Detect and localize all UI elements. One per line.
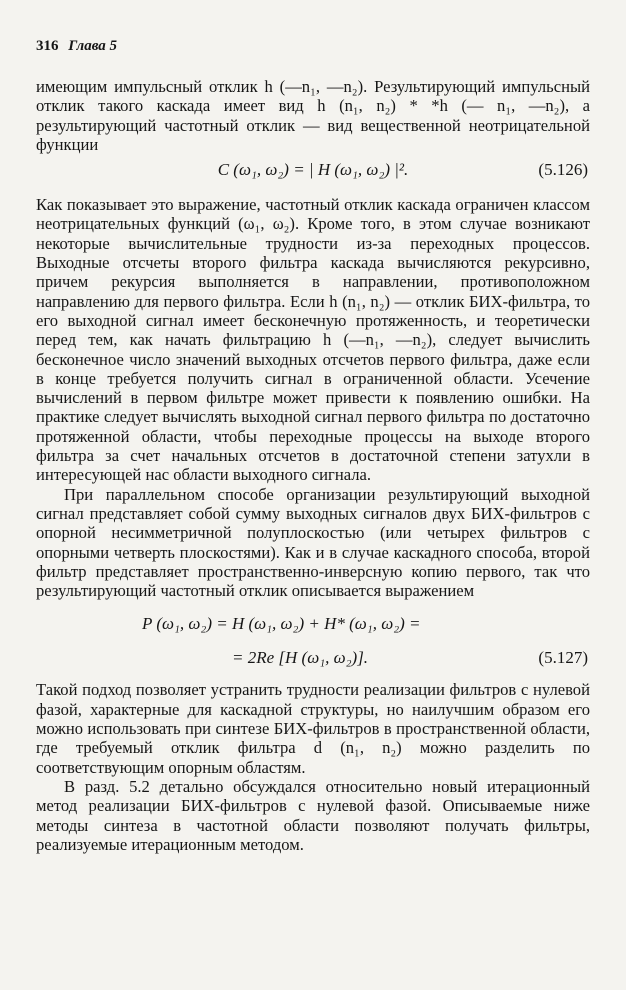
equation-5-127-number: (5.127) — [538, 648, 588, 668]
equation-5-127 — [36, 610, 590, 674]
paragraph-3: При параллельном способе организации результирующий выходной сигнал представляет собой сумму выходных сигналов двух БИХ-фильтров с опорной несимметричной полуплоскостью (или четырех фильтров с опорными четверть плоскостями). Как и в случае каскадного способа, второй фильтр представляет пространственно-инверсную копию первого, так что результирующий частотный отклик описывается выражением — [36, 484, 590, 601]
paragraph-4: Такой подход позволяет устранить трудности реализации фильтров с нулевой фазой, характерные для каскадной структуры, но наилучшим образом его можно использовать при синтезе БИХ-фильтров в пространственной области, где требуемый отклик фильтра d (n₁, n₂) можно разделить по соответствующим опорным областям. — [36, 680, 590, 777]
equation-5-126 — [36, 154, 590, 185]
page-number: 316 — [36, 38, 59, 54]
paragraph-5: В разд. 5.2 детально обсуждался относительно новый итерационный метод реализации БИХ-фильтров с нулевой фазой. Описываемые ниже методы синтеза в частотной области позволяют получать фильтры, реализуемые итерационным методом. — [36, 776, 590, 854]
running-header — [36, 38, 590, 55]
equation-5-126-expression: C (ω₁, ω₂) = | H (ω₁, ω₂) |². — [217, 160, 409, 180]
equation-5-126-number: (5.126) — [538, 160, 588, 180]
chapter-title: Глава 5 — [68, 38, 118, 54]
equation-5-127-line-1: P (ω₁, ω₂) = H (ω₁, ω₂) + H* (ω₁, ω₂) = — [142, 614, 421, 634]
paragraph-2: Как показывает это выражение, частотный отклик каскада ограничен классом неотрицательных функций (ω₁, ω₂). Кроме того, в этом случае возникают некоторые вычислительные трудности из-за переходных процессов. Выходные отсчеты второго фильтра каскада вычисляются рекурсивно, причем рекурсия выполняется в направлении, противоположном направлению для первого фильтра. Если h (n₁, n₂) — отклик БИХ-фильтра, то его выходной сигнал имеет бесконечную протяженность, и теоретически перед тем, как начать фильтрацию h (—n₁, —n₂), следует вычислить бесконечное число значений выходных отсчетов первого фильтра, даже если в конце требуется получить сигнал в ограниченной области. Усечение вычислений в первом фильтре может привести к появлению ошибки. На практике следует вычислять выходной сигнал первого фильтра по достаточно протяженной области, чтобы переходные процессы на выходе второго фильтра за счет начальных отсчетов в достаточной степени затухли в интересующей нас области выходного сигнала. — [36, 195, 590, 485]
paragraph-1: имеющим импульсный отклик h (—n₁, —n₂). Результирующий импульсный отклик такого каскада имеет вид h (n₁, n₂) * *h (— n₁, —n₂), а результирующий частотный отклик — вид вещественной неотрицательной функции — [36, 77, 590, 154]
equation-5-127-line-2: = 2Re [H (ω₁, ω₂)]. — [232, 648, 369, 668]
